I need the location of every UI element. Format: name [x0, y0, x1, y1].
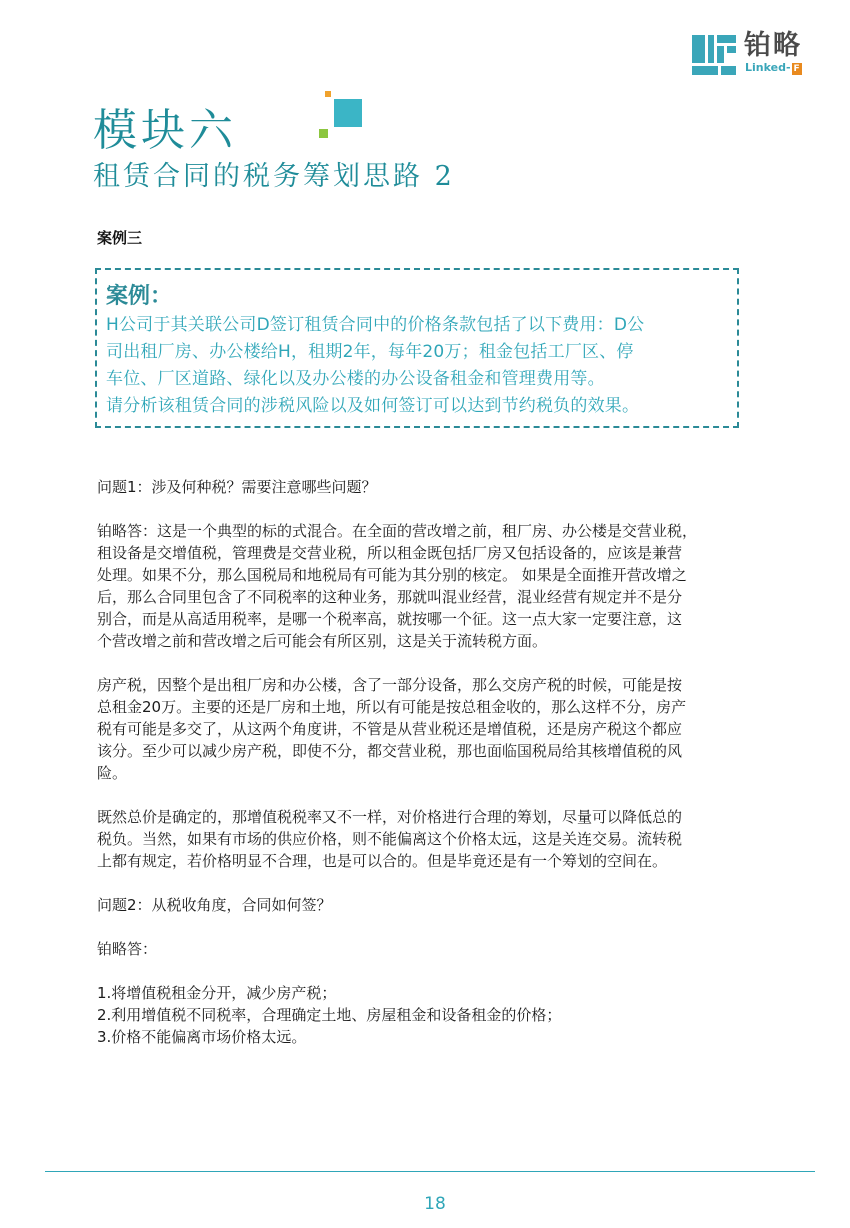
text-line: 铂略答：这是一个典型的标的式混合。在全面的营改增之前，租厂房、办公楼是交营业税，	[97, 522, 698, 540]
text-line: 该分。至少可以减少房产税，即使不分，都交营业税，那也面临国税局给其核增值税的风	[97, 742, 683, 760]
module-title: 模块六	[93, 105, 237, 156]
case-box-line: 司出租厂房、办公楼给H，租期2年，每年20万；租金包括工厂区、停	[106, 342, 634, 362]
footer-divider	[45, 1171, 815, 1172]
list-item: 1.将增值税租金分开，减少房产税；	[97, 984, 337, 1002]
case-box-line: 车位、厂区道路、绿化以及办公楼的办公设备租金和管理费用等。	[106, 369, 605, 389]
text-line: 别合，而是从高适用税率，是哪一个税率高，就按哪一个征。这一点大家一定要注意，这	[97, 610, 683, 628]
question-1: 问题1：涉及何种税？需要注意哪些问题？	[97, 478, 377, 496]
answer-2-intro: 铂略答：	[97, 940, 158, 958]
text-line: 上都有规定，若价格明显不合理，也是可以合的。但是毕竟还是有一个筹划的空间在。	[97, 852, 668, 870]
case-box-line: H公司于其关联公司D签订租赁合同中的价格条款包括了以下费用：D公	[106, 315, 645, 335]
text-line: 险。	[97, 764, 128, 782]
text-line: 个营改增之前和营改增之后可能会有所区别，这是关于流转税方面。	[97, 632, 548, 650]
decor-square-orange	[325, 91, 331, 97]
brand-logo	[692, 32, 817, 76]
case-box-line: 请分析该租赁合同的涉税风险以及如何签订可以达到节约税负的效果。	[106, 396, 640, 416]
list-item: 2.利用增值税不同税率，合理确定土地、房屋租金和设备租金的价格；	[97, 1006, 562, 1024]
answer-1-paragraph-2	[97, 674, 787, 784]
case-label: 案例三	[97, 229, 143, 247]
text-line: 后，那么合同里包含了不同税率的这种业务，那就叫混业经营，混业经营有规定并不是分	[97, 588, 683, 606]
decor-square-teal	[334, 99, 362, 127]
text-line: 房产税，因整个是出租厂房和办公楼，含了一部分设备，那么交房产税的时候，可能是按	[97, 676, 683, 694]
article-body	[97, 476, 787, 1048]
text-line: 税负。当然，如果有市场的供应价格，则不能偏离这个价格太远，这是关连交易。流转税	[97, 830, 683, 848]
brand-logo-icon	[692, 32, 736, 76]
text-line: 税有可能是多交了，从这两个角度讲，不管是从营业税还是增值税，还是房产税这个都应	[97, 720, 683, 738]
answer-2-list	[97, 982, 787, 1048]
text-line: 总租金20万。主要的还是厂房和土地，所以有可能是按总租金收的，那么这样不分，房产	[97, 698, 687, 716]
text-line: 既然总价是确定的，那增值税税率又不一样，对价格进行合理的筹划，尽量可以降低总的	[97, 808, 683, 826]
page-number: 18	[424, 1194, 446, 1214]
brand-name-cn: 铂略	[744, 30, 802, 61]
module-subtitle: 租赁合同的税务筹划思路 2	[93, 161, 455, 192]
case-box	[95, 268, 739, 428]
case-box-title: 案例：	[106, 284, 173, 309]
question-2: 问题2：从税收角度，合同如何签？	[97, 896, 332, 914]
brand-name-en-suffix: F	[793, 64, 800, 74]
answer-1-paragraph-3	[97, 806, 787, 872]
text-line: 处理。如果不分，那么国税局和地税局有可能为其分别的核定。 如果是全面推开营改增之	[97, 566, 687, 584]
answer-1-paragraph-1	[97, 520, 787, 652]
brand-name-en: Linked- F	[745, 61, 800, 74]
list-item: 3.价格不能偏离市场价格太远。	[97, 1028, 307, 1046]
decor-square-green	[319, 129, 328, 138]
text-line: 租设备是交增值税，管理费是交营业税，所以租金既包括厂房又包括设备的，应该是兼营	[97, 544, 683, 562]
